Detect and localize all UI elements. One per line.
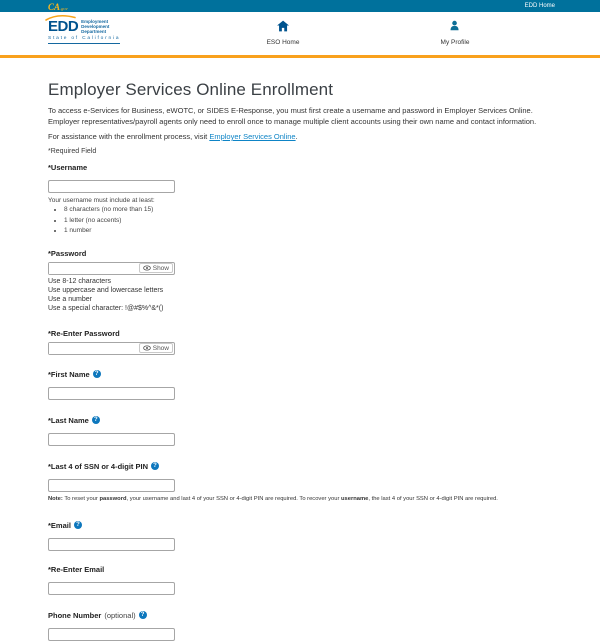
username-rule: • 1 letter (no accents) [64, 218, 552, 225]
username-rule: • 8 characters (no more than 15) [64, 207, 552, 214]
password-show-button[interactable] [139, 263, 173, 273]
email-label: *Email ? [48, 521, 552, 530]
reenter-password-input[interactable] [49, 343, 139, 354]
password-input[interactable] [49, 263, 139, 274]
ssn-pin-input[interactable] [48, 479, 175, 492]
last-name-label: *Last Name ? [48, 416, 552, 425]
top-utility-bar [0, 0, 600, 12]
password-rule: Use a number [48, 295, 92, 303]
assistance-line [48, 132, 552, 141]
edd-logo[interactable] [48, 19, 120, 44]
reenter-email-group [48, 565, 552, 596]
password-group [48, 249, 552, 313]
edd-logo-state: State of California [48, 36, 121, 41]
employer-services-online-link[interactable]: Employer Services Online [209, 132, 296, 141]
last-name-group [48, 416, 552, 447]
help-icon[interactable]: ? [139, 611, 147, 619]
ca-gov-logo-ca: CA [48, 2, 61, 12]
ssn-pin-group [48, 462, 552, 503]
help-icon[interactable]: ? [151, 462, 159, 470]
password-rule: Use a special character: !@#$%^&*() [48, 304, 164, 312]
username-rules-list [64, 207, 552, 235]
email-input[interactable] [48, 538, 175, 551]
username-label: *Username [48, 163, 88, 172]
phone-input[interactable] [48, 628, 175, 641]
username-rule: • 1 number [64, 228, 552, 235]
reenter-password-field [48, 342, 175, 355]
password-rules [48, 277, 552, 313]
password-show-label: Show [152, 264, 169, 272]
home-icon [277, 20, 290, 32]
first-name-input[interactable] [48, 387, 175, 400]
edd-logo-lines: Employment Development Department [81, 19, 110, 34]
assistance-prefix: For assistance with the enrollment process, visit [48, 132, 210, 141]
help-icon[interactable]: ? [92, 416, 100, 424]
reenter-email-input[interactable] [48, 582, 175, 595]
person-icon [449, 20, 461, 32]
first-name-group [48, 370, 552, 401]
password-label: *Password [48, 248, 87, 258]
username-group [48, 163, 552, 235]
intro-paragraph: To access e-Services for Business, eWOTC, or SIDES E-Response, you must first create a username and password in Employer Services Online. Employer representatives/payroll agents only need to enroll once to manage multiple client accounts using their own name and contact information. [48, 106, 537, 126]
ssn-pin-label: *Last 4 of SSN or 4-digit PIN ? [48, 462, 552, 471]
reenter-password-show-button[interactable] [139, 343, 173, 353]
ssn-pin-note: Note: To reset your password, your username and last 4 of your SSN or 4-digit PIN are required. To recover your username, the last 4 of your SSN or 4-digit PIN are required. [48, 495, 498, 502]
page-title: Employer Services Online Enrollment [48, 80, 334, 99]
nav-my-profile[interactable] [441, 19, 470, 46]
phone-optional-label: (optional) [104, 610, 136, 620]
ca-gov-logo-gov: .gov [60, 6, 68, 11]
reenter-password-label: *Re-Enter Password [48, 328, 120, 338]
phone-group [48, 611, 552, 642]
username-input[interactable] [48, 180, 175, 193]
assistance-suffix: . [295, 132, 298, 141]
required-field-note: *Required Field [48, 148, 97, 155]
main-content [0, 58, 600, 642]
username-hint: Your username must include at least: [48, 197, 155, 204]
reenter-password-group [48, 329, 552, 355]
edd-logo-arc [45, 14, 77, 21]
site-header [0, 12, 600, 55]
nav-eso-home-label: ESO Home [266, 39, 300, 46]
password-rule: Use uppercase and lowercase letters [48, 286, 164, 294]
nav-my-profile-label: My Profile [440, 39, 470, 46]
password-rule: Use 8-12 characters [48, 277, 112, 285]
nav-eso-home[interactable] [267, 19, 300, 46]
password-field [48, 262, 175, 275]
eye-icon [143, 345, 151, 351]
edd-logo-acronym: EDD [48, 17, 79, 35]
help-icon[interactable]: ? [74, 521, 82, 529]
email-group [48, 521, 552, 552]
eye-icon [143, 265, 151, 271]
reenter-email-label: *Re-Enter Email [48, 564, 105, 574]
first-name-label: *First Name ? [48, 370, 552, 379]
last-name-input[interactable] [48, 433, 175, 446]
edd-home-link[interactable]: EDD Home [524, 3, 555, 9]
phone-label: Phone Number (optional) ? [48, 611, 552, 620]
reenter-password-show-label: Show [152, 344, 169, 352]
help-icon[interactable]: ? [93, 370, 101, 378]
